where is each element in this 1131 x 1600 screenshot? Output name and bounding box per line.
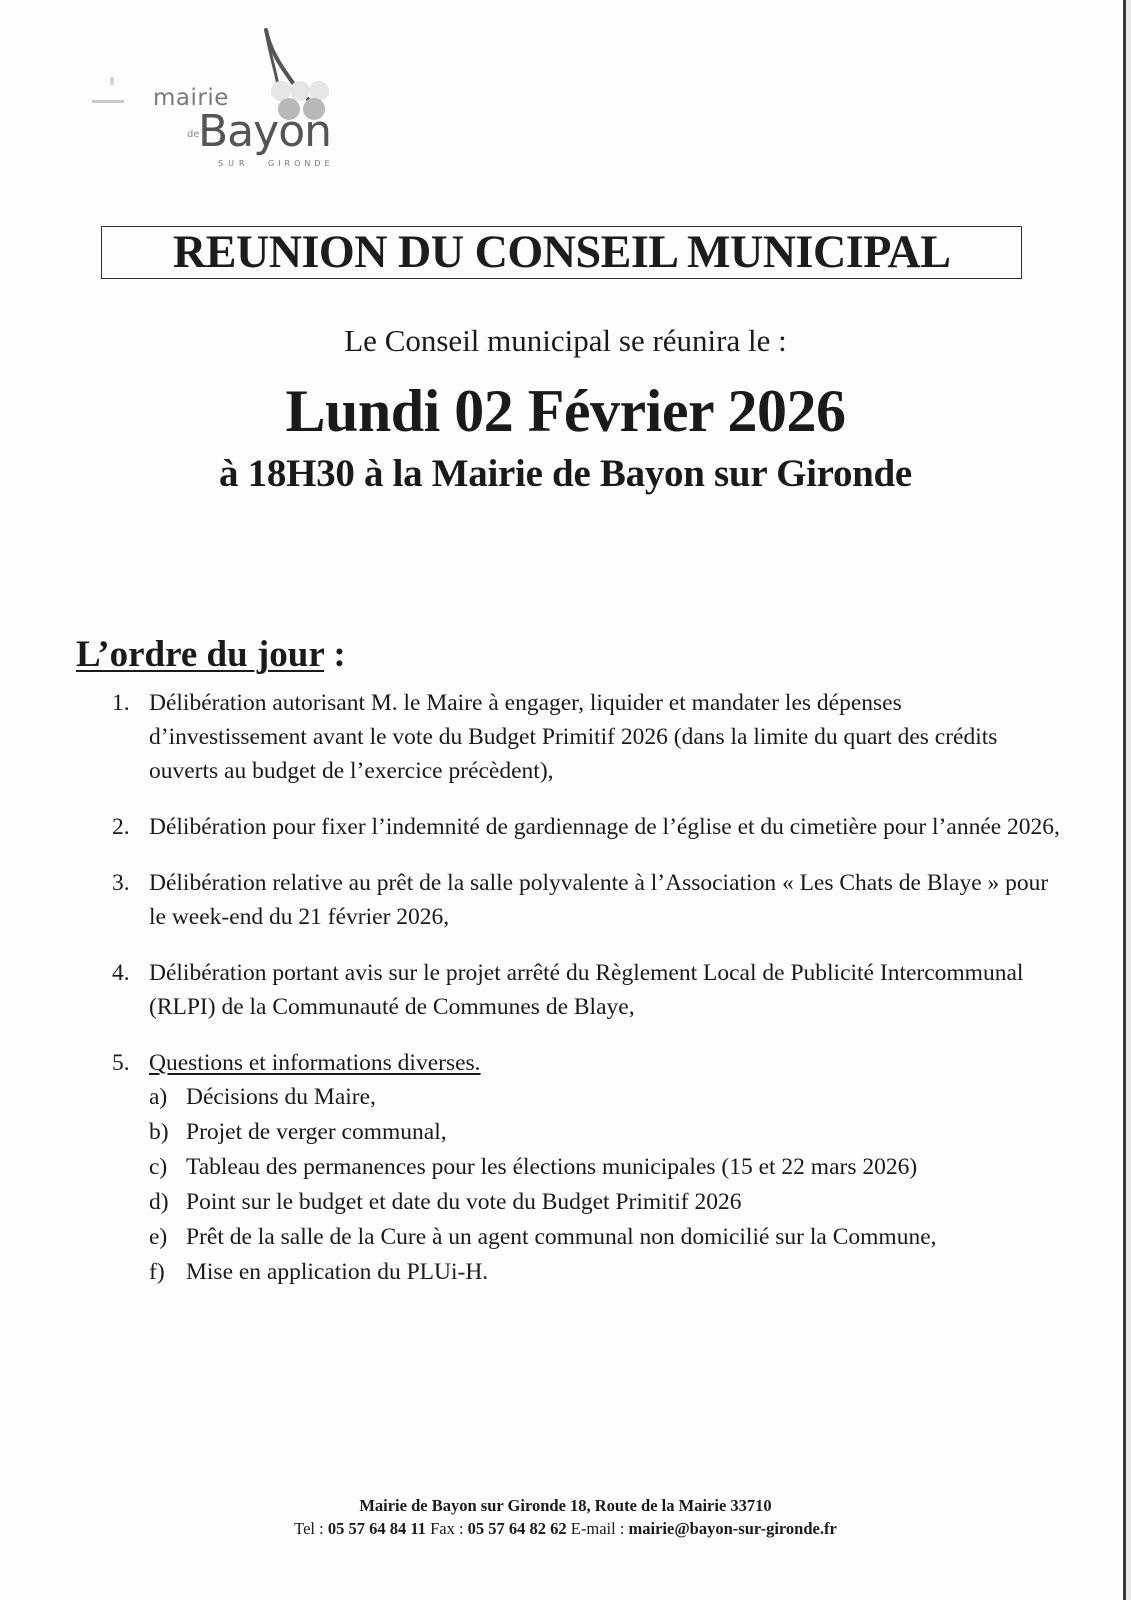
agenda-subitem-letter: c) <box>149 1154 168 1180</box>
agenda-subitem <box>149 1220 1062 1255</box>
footer-address: Mairie de Bayon sur Gironde 18, Route de la Mairie 33710 <box>359 1496 772 1515</box>
mairie-logo <box>88 25 368 175</box>
logo-text-bayon: Bayon <box>198 106 331 157</box>
agenda-item-number: 3. <box>112 870 130 896</box>
scan-edge-margin <box>1126 0 1131 1600</box>
agenda-list <box>112 686 1062 1290</box>
logo-text-de: de <box>187 129 200 140</box>
footer-contact <box>0 1517 1131 1540</box>
logo-ghost-mark <box>110 77 114 85</box>
agenda-subitem-letter: f) <box>149 1259 165 1285</box>
logo-text-mairie: mairie <box>153 85 229 111</box>
agenda-subitem-letter: a) <box>149 1084 168 1110</box>
agenda-item <box>112 810 1062 844</box>
agenda-item-number: 2. <box>112 814 130 840</box>
agenda-item <box>112 1046 1062 1290</box>
agenda-item-text: Délibération autorisant M. le Maire à engager, liquider et mandater les dépenses d’investissement avant le vote du Budget Primitif 2026 (dans la limite du quart des crédits ouverts au budget de l’exercice précèdent), <box>149 690 998 784</box>
agenda-heading-colon: : <box>324 634 346 675</box>
logo-text-sur: SUR <box>218 159 250 168</box>
agenda-item <box>112 956 1062 1024</box>
logo-ghost-mark <box>92 100 124 103</box>
agenda-item-text: Délibération pour fixer l’indemnité de gardiennage de l’église et du cimetière pour l’année 2026, <box>149 814 1060 840</box>
title-box <box>101 226 1022 279</box>
footer-tel: 05 57 64 84 11 <box>327 1519 426 1538</box>
footer-tel-label: Tel : <box>294 1519 328 1538</box>
footer <box>0 1494 1131 1540</box>
agenda-subitem <box>149 1255 1062 1290</box>
agenda-item <box>112 866 1062 934</box>
agenda-item-text: Délibération relative au prêt de la salle polyvalente à l’Association « Les Chats de Blaye » pour le week-end du 21 février 2026, <box>149 870 1049 930</box>
agenda-heading-text: L’ordre du jour <box>76 634 325 675</box>
agenda-subitem <box>149 1115 1062 1150</box>
agenda-subitem <box>149 1080 1062 1115</box>
footer-email-link[interactable]: mairie@bayon-sur-gironde.fr <box>628 1519 837 1538</box>
convene-text: Le Conseil municipal se réunira le : <box>344 323 787 358</box>
agenda-subitem-text: Tableau des permanences pour les élections municipales (15 et 22 mars 2026) <box>186 1154 918 1180</box>
agenda-item-text: Délibération portant avis sur le projet arrêté du Règlement Local de Publicité Intercommunal (RLPI) de la Communauté de Communes de Blaye, <box>149 960 1024 1020</box>
agenda-subitem-letter: d) <box>149 1189 169 1215</box>
meeting-time-place: à 18H30 à la Mairie de Bayon sur Gironde <box>219 452 912 495</box>
meeting-date: Lundi 02 Février 2026 <box>285 378 846 444</box>
agenda-item-number: 4. <box>112 960 130 986</box>
agenda-subitem-text: Décisions du Maire, <box>186 1084 376 1110</box>
agenda-subitem <box>149 1185 1062 1220</box>
footer-email-label: E-mail : <box>566 1519 629 1538</box>
agenda-subitem-text: Projet de verger communal, <box>186 1119 447 1145</box>
agenda-item-text: Questions et informations diverses. <box>149 1050 481 1076</box>
agenda-item-number: 5. <box>112 1050 130 1076</box>
agenda-subitem <box>149 1150 1062 1185</box>
footer-fax: 05 57 64 82 62 <box>467 1519 567 1538</box>
agenda-subitem-text: Prêt de la salle de la Cure à un agent communal non domicilié sur la Commune, <box>186 1224 937 1250</box>
agenda-subitem-letter: b) <box>149 1119 169 1145</box>
agenda-subitem-text: Point sur le budget et date du vote du Budget Primitif 2026 <box>186 1189 742 1215</box>
footer-fax-label: Fax : <box>425 1519 468 1538</box>
logo-text-gironde: GIRONDE <box>268 159 334 168</box>
agenda-item-number: 1. <box>112 690 130 716</box>
agenda-subitem-letter: e) <box>149 1224 168 1250</box>
agenda-item <box>112 686 1062 788</box>
agenda-subitem-text: Mise en application du PLUi-H. <box>186 1259 489 1285</box>
agenda-heading <box>76 633 346 677</box>
page-title: REUNION DU CONSEIL MUNICIPAL <box>172 226 951 278</box>
agenda-subitem-list <box>149 1080 1062 1290</box>
